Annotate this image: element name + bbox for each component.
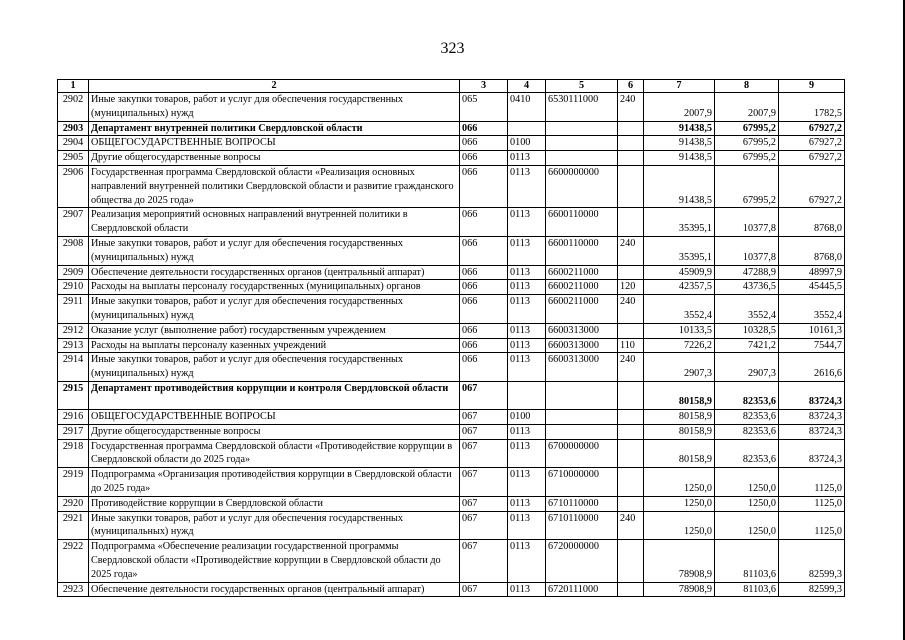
code-target: 6600313000 (546, 353, 618, 382)
amount-col8: 2007,9 (715, 93, 779, 122)
amount-col8: 1250,0 (715, 468, 779, 497)
row-number: 2917 (58, 424, 89, 439)
table-row (58, 582, 845, 597)
amount-col9: 82599,3 (779, 582, 845, 597)
code-admin: 067 (460, 468, 508, 497)
code-admin: 067 (460, 409, 508, 424)
row-name: Иные закупки товаров, работ и услуг для обеспечения государственных (муниципальных) нужд (89, 295, 460, 324)
code-section: 0100 (508, 409, 546, 424)
table-row (58, 424, 845, 439)
amount-col8: 82353,6 (715, 439, 779, 468)
amount-col8: 43736,5 (715, 280, 779, 295)
amount-col8: 67995,2 (715, 136, 779, 151)
row-number: 2902 (58, 93, 89, 122)
amount-col9: 1782,5 (779, 93, 845, 122)
code-target: 6600211000 (546, 295, 618, 324)
code-section: 0113 (508, 323, 546, 338)
table-row (58, 353, 845, 382)
code-section: 0113 (508, 295, 546, 324)
amount-col8: 47288,9 (715, 265, 779, 280)
code-target (546, 381, 618, 409)
code-target: 6720000000 (546, 540, 618, 582)
amount-col7: 91438,5 (644, 165, 715, 207)
table-row (58, 136, 845, 151)
amount-col9: 8768,0 (779, 208, 845, 237)
row-name: Другие общегосударственные вопросы (89, 424, 460, 439)
amount-col9: 67927,2 (779, 121, 845, 136)
code-admin: 066 (460, 280, 508, 295)
code-admin: 066 (460, 165, 508, 207)
code-section: 0113 (508, 582, 546, 597)
code-section: 0410 (508, 93, 546, 122)
code-admin: 066 (460, 353, 508, 382)
amount-col9: 8768,0 (779, 236, 845, 265)
code-target: 6600211000 (546, 265, 618, 280)
code-expense-type (618, 439, 644, 468)
table-row (58, 121, 845, 136)
code-expense-type: 240 (618, 236, 644, 265)
amount-col7: 80158,9 (644, 439, 715, 468)
amount-col7: 91438,5 (644, 151, 715, 166)
header-cell: 2 (89, 80, 460, 93)
table-row (58, 93, 845, 122)
table-row (58, 208, 845, 237)
code-target: 6710110000 (546, 496, 618, 511)
code-expense-type (618, 165, 644, 207)
amount-col8: 67995,2 (715, 151, 779, 166)
code-expense-type (618, 424, 644, 439)
row-number: 2906 (58, 165, 89, 207)
amount-col8: 7421,2 (715, 338, 779, 353)
row-name: Иные закупки товаров, работ и услуг для обеспечения государственных (муниципальных) нужд (89, 353, 460, 382)
amount-col8: 1250,0 (715, 496, 779, 511)
row-number: 2913 (58, 338, 89, 353)
amount-col7: 78908,9 (644, 540, 715, 582)
code-expense-type: 240 (618, 295, 644, 324)
code-section: 0113 (508, 468, 546, 497)
amount-col7: 2007,9 (644, 93, 715, 122)
amount-col9: 1125,0 (779, 511, 845, 540)
amount-col7: 80158,9 (644, 409, 715, 424)
row-number: 2907 (58, 208, 89, 237)
code-section: 0113 (508, 265, 546, 280)
amount-col9: 83724,3 (779, 409, 845, 424)
code-expense-type (618, 468, 644, 497)
row-number: 2923 (58, 582, 89, 597)
amount-col9: 45445,5 (779, 280, 845, 295)
amount-col9: 67927,2 (779, 136, 845, 151)
row-number: 2920 (58, 496, 89, 511)
code-admin: 067 (460, 381, 508, 409)
code-section: 0113 (508, 511, 546, 540)
amount-col7: 80158,9 (644, 381, 715, 409)
row-name: Государственная программа Свердловской области «Противодействие коррупции в Свердловской области до 2025 года» (89, 439, 460, 468)
row-name: ОБЩЕГОСУДАРСТВЕННЫЕ ВОПРОСЫ (89, 136, 460, 151)
amount-col8: 81103,6 (715, 540, 779, 582)
row-name: Иные закупки товаров, работ и услуг для обеспечения государственных (муниципальных) нужд (89, 511, 460, 540)
amount-col9: 10161,3 (779, 323, 845, 338)
amount-col7: 42357,5 (644, 280, 715, 295)
row-name: Государственная программа Свердловской области «Реализация основных направлений внутренней политики Свердловской области и развитие гражданского общества до 2025 года» (89, 165, 460, 207)
code-target: 6530111000 (546, 93, 618, 122)
row-number: 2910 (58, 280, 89, 295)
budget-table (57, 79, 845, 597)
amount-col7: 10133,5 (644, 323, 715, 338)
code-section (508, 121, 546, 136)
amount-col8: 3552,4 (715, 295, 779, 324)
row-number: 2905 (58, 151, 89, 166)
row-number: 2921 (58, 511, 89, 540)
row-name: ОБЩЕГОСУДАРСТВЕННЫЕ ВОПРОСЫ (89, 409, 460, 424)
code-section: 0113 (508, 208, 546, 237)
code-admin: 067 (460, 496, 508, 511)
amount-col8: 1250,0 (715, 511, 779, 540)
header-cell: 5 (546, 80, 618, 93)
code-admin: 067 (460, 511, 508, 540)
table-row (58, 468, 845, 497)
code-expense-type: 120 (618, 280, 644, 295)
row-number: 2918 (58, 439, 89, 468)
row-name: Департамент внутренней политики Свердловской области (89, 121, 460, 136)
code-target: 6600110000 (546, 208, 618, 237)
header-cell: 6 (618, 80, 644, 93)
row-number: 2909 (58, 265, 89, 280)
amount-col9: 7544,7 (779, 338, 845, 353)
code-expense-type (618, 496, 644, 511)
amount-col8: 67995,2 (715, 165, 779, 207)
row-name: Расходы на выплаты персоналу государственных (муниципальных) органов (89, 280, 460, 295)
code-target: 6700000000 (546, 439, 618, 468)
amount-col9: 82599,3 (779, 540, 845, 582)
amount-col9: 83724,3 (779, 381, 845, 409)
row-number: 2912 (58, 323, 89, 338)
amount-col9: 1125,0 (779, 496, 845, 511)
amount-col7: 91438,5 (644, 136, 715, 151)
code-section: 0113 (508, 165, 546, 207)
code-expense-type (618, 151, 644, 166)
amount-col7: 1250,0 (644, 511, 715, 540)
amount-col7: 1250,0 (644, 468, 715, 497)
amount-col8: 82353,6 (715, 381, 779, 409)
code-target: 6600211000 (546, 280, 618, 295)
row-number: 2911 (58, 295, 89, 324)
code-section: 0113 (508, 496, 546, 511)
code-expense-type (618, 208, 644, 237)
row-number: 2916 (58, 409, 89, 424)
row-name: Департамент противодействия коррупции и контроля Свердловской области (89, 381, 460, 409)
code-target: 6720111000 (546, 582, 618, 597)
amount-col7: 35395,1 (644, 236, 715, 265)
code-section: 0113 (508, 280, 546, 295)
code-target: 6600313000 (546, 323, 618, 338)
code-admin: 067 (460, 424, 508, 439)
code-admin: 066 (460, 136, 508, 151)
row-number: 2908 (58, 236, 89, 265)
code-admin: 066 (460, 323, 508, 338)
code-expense-type: 240 (618, 93, 644, 122)
code-expense-type (618, 540, 644, 582)
amount-col9: 3552,4 (779, 295, 845, 324)
header-cell: 3 (460, 80, 508, 93)
code-expense-type: 240 (618, 511, 644, 540)
code-section: 0100 (508, 136, 546, 151)
code-section: 0113 (508, 439, 546, 468)
code-expense-type: 240 (618, 353, 644, 382)
code-section: 0113 (508, 338, 546, 353)
code-expense-type (618, 323, 644, 338)
code-section: 0113 (508, 424, 546, 439)
code-admin: 066 (460, 121, 508, 136)
amount-col9: 1125,0 (779, 468, 845, 497)
code-target: 6600110000 (546, 236, 618, 265)
table-row (58, 511, 845, 540)
row-name: Обеспечение деятельности государственных органов (центральный аппарат) (89, 265, 460, 280)
page-number: 323 (440, 40, 465, 57)
row-name: Подпрограмма «Организация противодействия коррупции в Свердловской области до 2025 года» (89, 468, 460, 497)
code-expense-type (618, 409, 644, 424)
code-target (546, 136, 618, 151)
code-section: 0113 (508, 151, 546, 166)
table-row (58, 496, 845, 511)
amount-col7: 2907,3 (644, 353, 715, 382)
code-section (508, 381, 546, 409)
code-expense-type (618, 265, 644, 280)
code-target (546, 151, 618, 166)
row-name: Иные закупки товаров, работ и услуг для обеспечения государственных (муниципальных) нужд (89, 93, 460, 122)
amount-col8: 82353,6 (715, 424, 779, 439)
row-number: 2922 (58, 540, 89, 582)
amount-col8: 10377,8 (715, 236, 779, 265)
code-expense-type (618, 121, 644, 136)
table-row (58, 439, 845, 468)
code-target: 6600313000 (546, 338, 618, 353)
row-name: Реализация мероприятий основных направлений внутренней политики в Свердловской области (89, 208, 460, 237)
code-admin: 066 (460, 208, 508, 237)
row-number: 2914 (58, 353, 89, 382)
amount-col8: 10377,8 (715, 208, 779, 237)
table-row (58, 409, 845, 424)
code-admin: 066 (460, 295, 508, 324)
code-target (546, 409, 618, 424)
amount-col7: 45909,9 (644, 265, 715, 280)
amount-col7: 80158,9 (644, 424, 715, 439)
header-cell: 1 (58, 80, 89, 93)
code-target (546, 424, 618, 439)
amount-col9: 48997,9 (779, 265, 845, 280)
amount-col8: 82353,6 (715, 409, 779, 424)
amount-col7: 78908,9 (644, 582, 715, 597)
header-cell: 9 (779, 80, 845, 93)
amount-col7: 1250,0 (644, 496, 715, 511)
header-cell: 7 (644, 80, 715, 93)
code-section: 0113 (508, 353, 546, 382)
code-section: 0113 (508, 540, 546, 582)
amount-col8: 10328,5 (715, 323, 779, 338)
code-target (546, 121, 618, 136)
table-row (58, 381, 845, 409)
row-name: Расходы на выплаты персоналу казенных учреждений (89, 338, 460, 353)
amount-col7: 35395,1 (644, 208, 715, 237)
code-target: 6710110000 (546, 511, 618, 540)
code-admin: 067 (460, 582, 508, 597)
code-expense-type: 110 (618, 338, 644, 353)
code-admin: 066 (460, 236, 508, 265)
row-name: Другие общегосударственные вопросы (89, 151, 460, 166)
table-row (58, 540, 845, 582)
amount-col9: 67927,2 (779, 165, 845, 207)
code-admin: 066 (460, 151, 508, 166)
amount-col9: 67927,2 (779, 151, 845, 166)
table-row (58, 151, 845, 166)
code-expense-type (618, 136, 644, 151)
table-row (58, 165, 845, 207)
header-row (58, 80, 845, 93)
code-target: 6600000000 (546, 165, 618, 207)
amount-col7: 7226,2 (644, 338, 715, 353)
amount-col7: 91438,5 (644, 121, 715, 136)
code-expense-type (618, 381, 644, 409)
row-name: Обеспечение деятельности государственных органов (центральный аппарат) (89, 582, 460, 597)
table-row (58, 265, 845, 280)
row-number: 2919 (58, 468, 89, 497)
code-section: 0113 (508, 236, 546, 265)
table-body (58, 93, 845, 597)
row-number: 2915 (58, 381, 89, 409)
table-row (58, 295, 845, 324)
row-name: Подпрограмма «Обеспечение реализации государственной программы Свердловской области «Противодействие коррупции в Свердловской области до 2025 года» (89, 540, 460, 582)
amount-col8: 2907,3 (715, 353, 779, 382)
amount-col8: 67995,2 (715, 121, 779, 136)
amount-col7: 3552,4 (644, 295, 715, 324)
row-name: Оказание услуг (выполнение работ) государственным учреждением (89, 323, 460, 338)
header-cell: 8 (715, 80, 779, 93)
code-admin: 067 (460, 439, 508, 468)
table-row (58, 236, 845, 265)
code-admin: 067 (460, 540, 508, 582)
row-number: 2904 (58, 136, 89, 151)
row-name: Противодействие коррупции в Свердловской области (89, 496, 460, 511)
code-target: 6710000000 (546, 468, 618, 497)
table-row (58, 323, 845, 338)
amount-col8: 81103,6 (715, 582, 779, 597)
code-admin: 066 (460, 265, 508, 280)
table-row (58, 280, 845, 295)
code-admin: 066 (460, 338, 508, 353)
table-row (58, 338, 845, 353)
amount-col9: 2616,6 (779, 353, 845, 382)
amount-col9: 83724,3 (779, 439, 845, 468)
amount-col9: 83724,3 (779, 424, 845, 439)
header-cell: 4 (508, 80, 546, 93)
row-name: Иные закупки товаров, работ и услуг для обеспечения государственных (муниципальных) нужд (89, 236, 460, 265)
code-expense-type (618, 582, 644, 597)
row-number: 2903 (58, 121, 89, 136)
code-admin: 065 (460, 93, 508, 122)
